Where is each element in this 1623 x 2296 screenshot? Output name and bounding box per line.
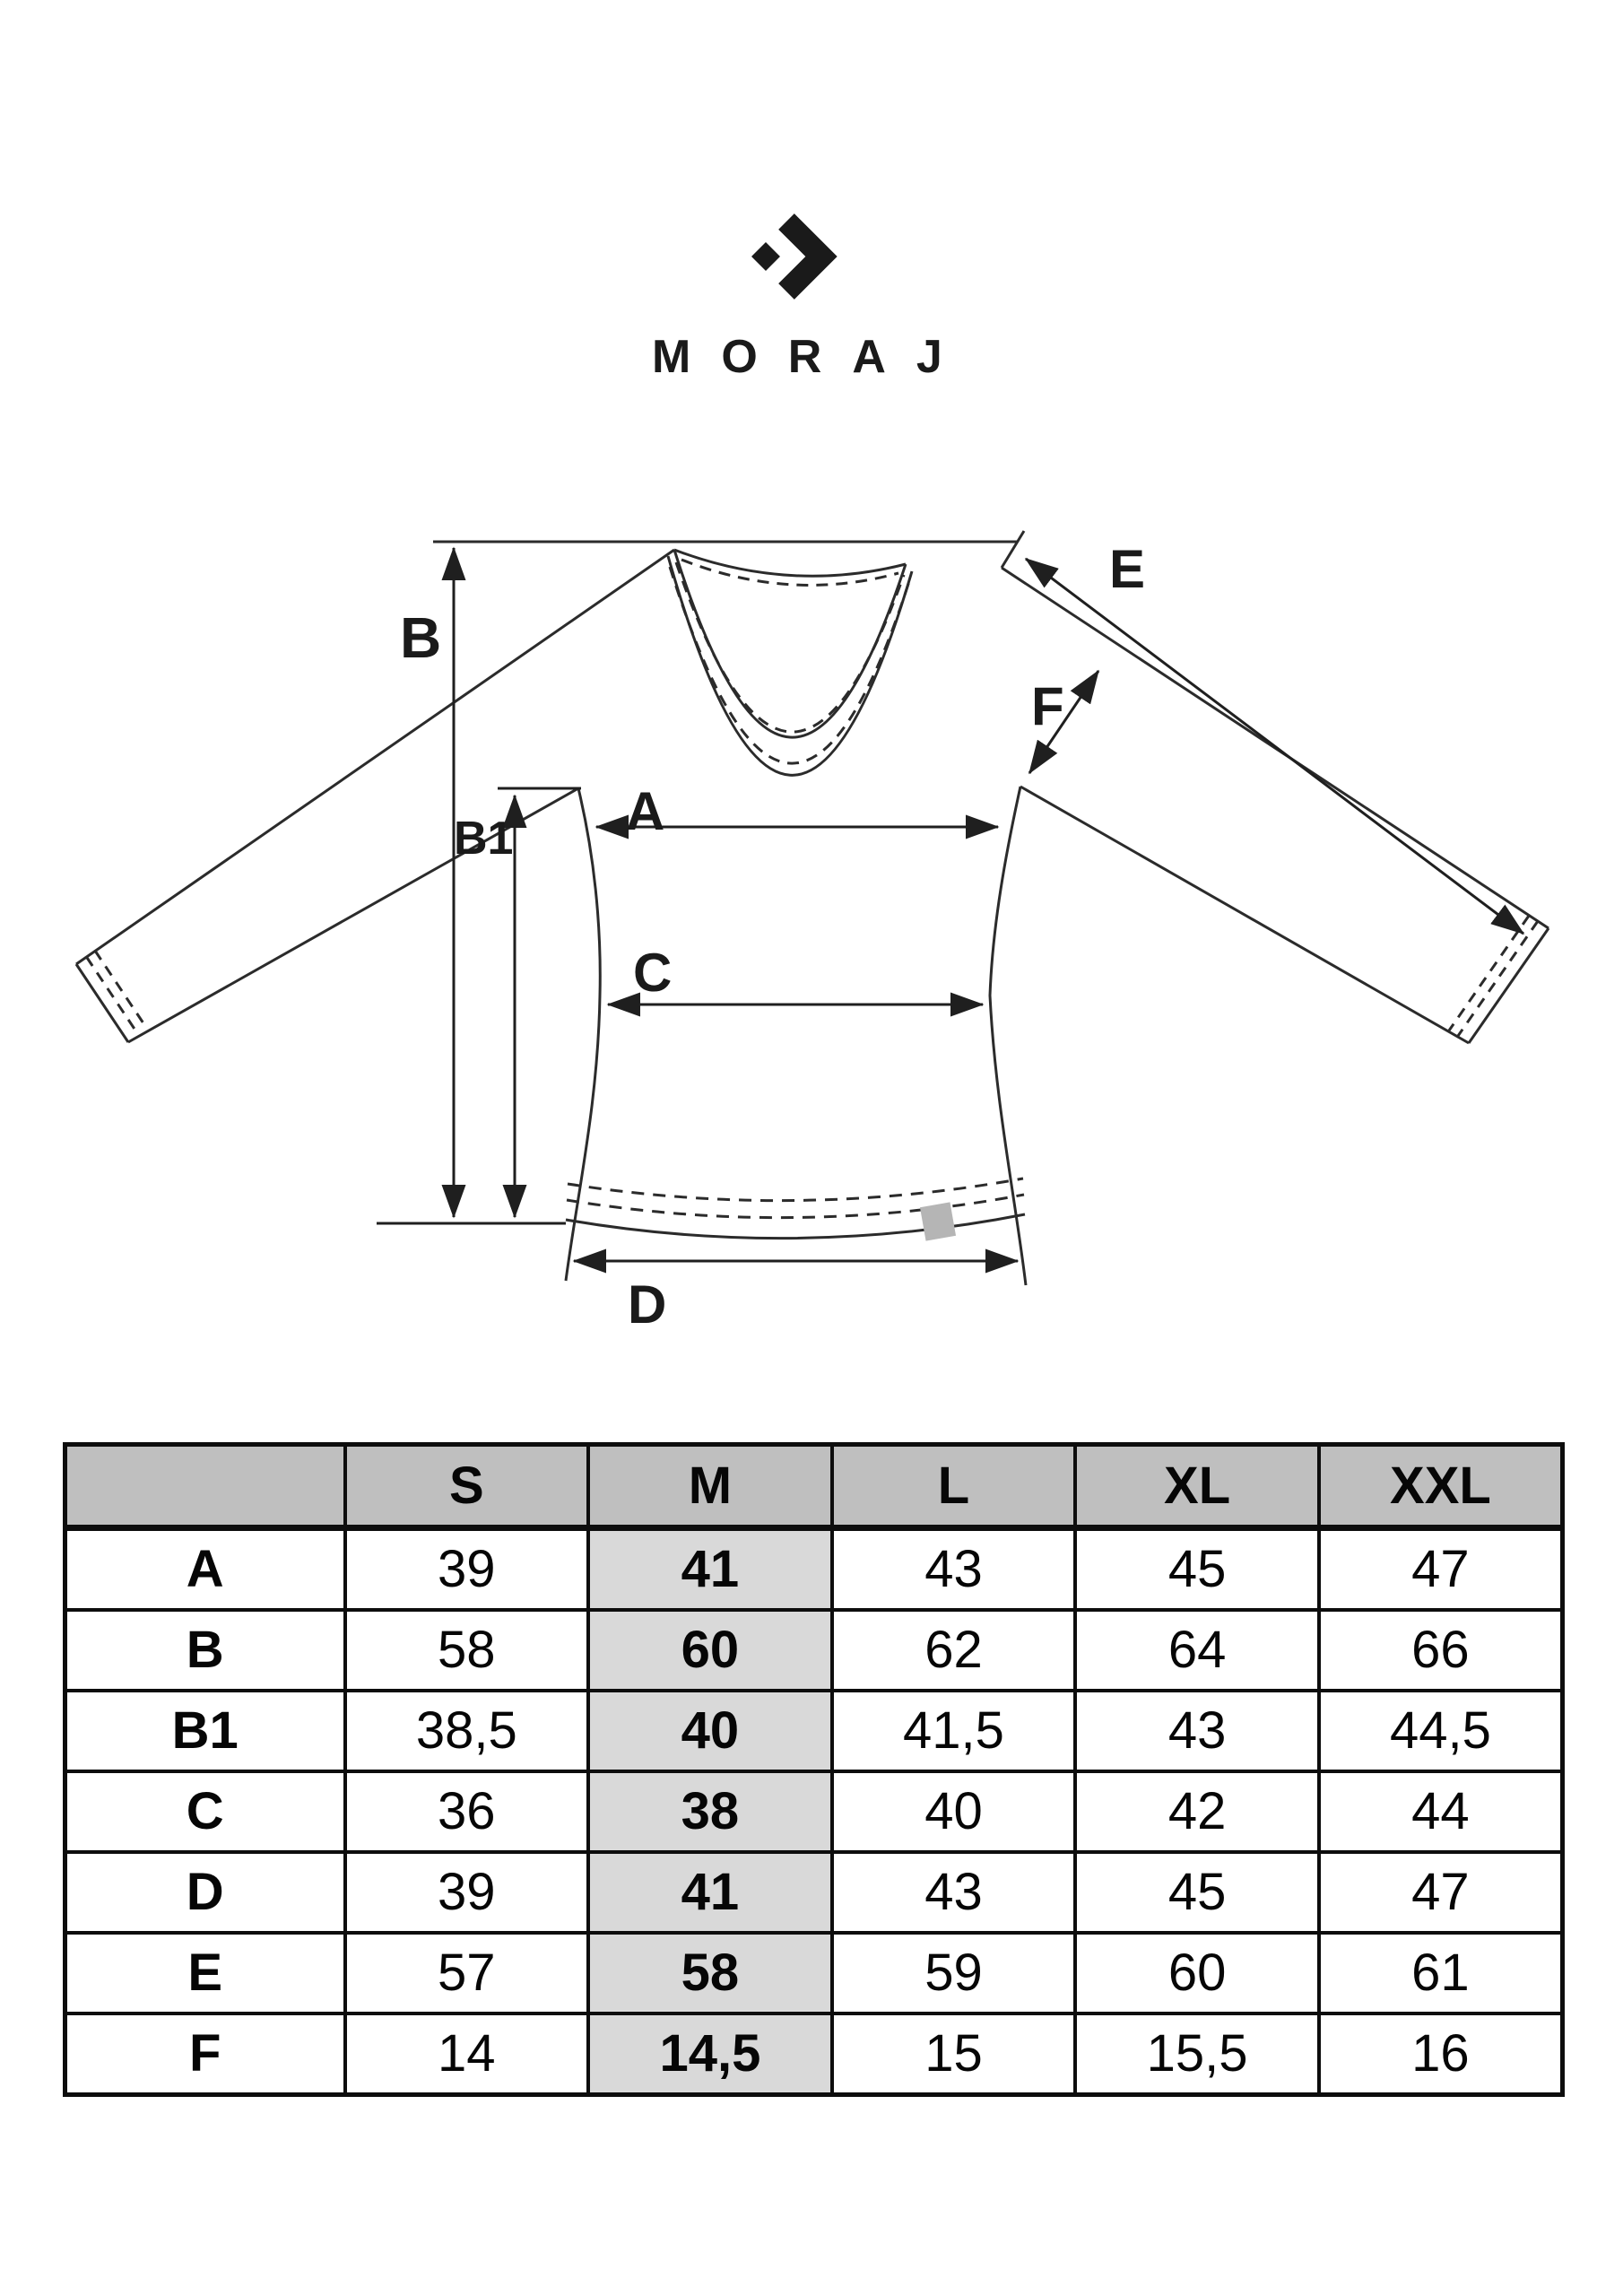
value-c-l: 40 xyxy=(832,1771,1076,1852)
cuff-stitch-left-2 xyxy=(95,951,147,1029)
value-b1-m: 40 xyxy=(588,1691,832,1771)
measure-label-c: C xyxy=(633,943,673,1003)
measure-label-b: B xyxy=(400,605,442,670)
value-e-xxl: 61 xyxy=(1319,1933,1563,2013)
value-d-l: 43 xyxy=(832,1852,1076,1933)
hem-stitch-1 xyxy=(567,1195,1024,1218)
value-c-xxl: 44 xyxy=(1319,1771,1563,1852)
size-col-header-m: M xyxy=(588,1445,832,1528)
row-label-b1: B1 xyxy=(65,1691,345,1771)
table-row-f xyxy=(65,2013,1563,2095)
value-f-xxl: 16 xyxy=(1319,2013,1563,2095)
cuff-stitch-left-1 xyxy=(87,957,139,1035)
value-d-m: 41 xyxy=(588,1852,832,1933)
dimension-arrow-e xyxy=(1026,559,1523,934)
table-row-b xyxy=(65,1610,1563,1691)
hem-tag xyxy=(920,1202,956,1240)
dimension-lines xyxy=(377,548,1523,1261)
value-a-s: 39 xyxy=(345,1528,589,1611)
value-c-xl: 42 xyxy=(1075,1771,1319,1852)
value-f-m: 14,5 xyxy=(588,2013,832,2095)
value-e-l: 59 xyxy=(832,1933,1076,2013)
body-side-left xyxy=(566,788,600,1281)
row-label-d: D xyxy=(65,1852,345,1933)
value-b1-s: 38,5 xyxy=(345,1691,589,1771)
row-label-c: C xyxy=(65,1771,345,1852)
value-e-s: 57 xyxy=(345,1933,589,2013)
measure-label-b1: B1 xyxy=(454,813,514,865)
brand-logo-icon xyxy=(751,222,821,291)
value-a-m: 41 xyxy=(588,1528,832,1611)
table-row-b1 xyxy=(65,1691,1563,1771)
size-col-header-s: S xyxy=(345,1445,589,1528)
value-f-s: 14 xyxy=(345,2013,589,2095)
value-b-l: 62 xyxy=(832,1610,1076,1691)
logo-diamond-icon xyxy=(751,242,780,271)
row-label-b: B xyxy=(65,1610,345,1691)
table-corner-cell xyxy=(65,1445,345,1528)
table-row-d xyxy=(65,1852,1563,1933)
value-a-xl: 45 xyxy=(1075,1528,1319,1611)
value-b1-xl: 43 xyxy=(1075,1691,1319,1771)
measure-label-a: A xyxy=(626,781,665,841)
value-c-m: 38 xyxy=(588,1771,832,1852)
neckline-back xyxy=(674,550,906,576)
size-col-header-l: L xyxy=(832,1445,1076,1528)
size-col-header-xl: XL xyxy=(1075,1445,1319,1528)
value-b1-l: 41,5 xyxy=(832,1691,1076,1771)
row-label-a: A xyxy=(65,1528,345,1611)
hem-edge xyxy=(566,1214,1025,1239)
value-b1-xxl: 44,5 xyxy=(1319,1691,1563,1771)
cuff-stitch-right-1 xyxy=(1458,921,1538,1036)
value-e-m: 58 xyxy=(588,1933,832,2013)
value-b-xxl: 66 xyxy=(1319,1610,1563,1691)
measure-label-d: D xyxy=(628,1274,667,1335)
value-f-l: 15 xyxy=(832,2013,1076,2095)
value-a-l: 43 xyxy=(832,1528,1076,1611)
row-label-f: F xyxy=(65,2013,345,2095)
row-label-e: E xyxy=(65,1933,345,2013)
table-row-a xyxy=(65,1528,1563,1611)
hem-stitch-2 xyxy=(568,1178,1023,1201)
size-col-header-xxl: XXL xyxy=(1319,1445,1563,1528)
shoulder-seam-right xyxy=(1002,531,1024,568)
table-row-c xyxy=(65,1771,1563,1852)
logo-chevron-icon xyxy=(786,222,821,291)
value-f-xl: 15,5 xyxy=(1075,2013,1319,2095)
cuff-edge-left xyxy=(76,964,128,1042)
value-a-xxl: 47 xyxy=(1319,1528,1563,1611)
brand-name: MORAJ xyxy=(652,331,973,383)
value-b-m: 60 xyxy=(588,1610,832,1691)
value-b-xl: 64 xyxy=(1075,1610,1319,1691)
size-table-header-row xyxy=(65,1445,1563,1528)
measure-labels xyxy=(400,539,1145,1335)
measure-label-e: E xyxy=(1109,539,1146,599)
table-row-e xyxy=(65,1933,1563,2013)
neckline-front-outer-stitch xyxy=(670,567,909,763)
value-d-xxl: 47 xyxy=(1319,1852,1563,1933)
shirt-outline-drawing xyxy=(76,531,1549,1285)
value-c-s: 36 xyxy=(345,1771,589,1852)
value-d-s: 39 xyxy=(345,1852,589,1933)
body-side-right xyxy=(990,787,1026,1285)
sleeve-underarm-seam-right xyxy=(1020,787,1469,1043)
value-e-xl: 60 xyxy=(1075,1933,1319,2013)
value-b-s: 58 xyxy=(345,1610,589,1691)
size-table xyxy=(63,1442,1565,2097)
value-d-xl: 45 xyxy=(1075,1852,1319,1933)
measure-label-f: F xyxy=(1031,676,1064,736)
